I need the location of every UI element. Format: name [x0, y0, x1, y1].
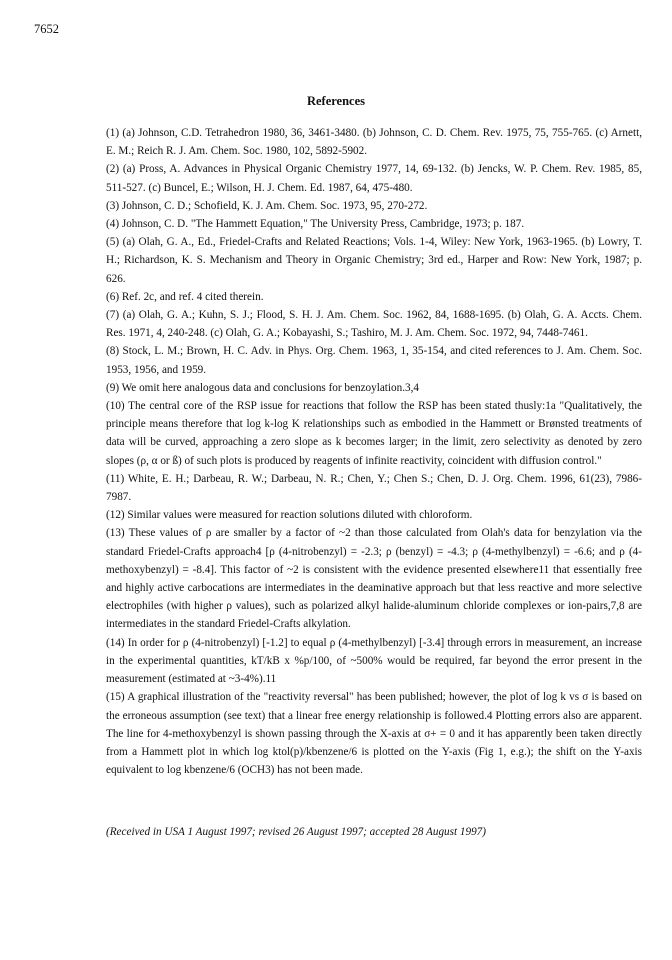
reference-10: (10) The central core of the RSP issue for reactions that follow the RSP has been stated thusly:1a "Qualitatively, the principle means therefore that log k-log K relationships such as embodied in the Hammett or Brønsted treatments of data will be curved, approaching a zero slope as k becomes larger; in the limit, zero selectivity as denoted by zero slopes (ρ, α or ß) of such plots is produced by reagents of infinite reactivity, coincident with diffusion control."	[106, 400, 642, 467]
reference-7: (7) (a) Olah, G. A.; Kuhn, S. J.; Flood, S. H. J. Am. Chem. Soc. 1962, 84, 1688-1695. (b) Olah, G. A. Accts. Chem. Res. 1971, 4, 240-248. (c) Olah, G. A.; Kobayashi, S.; Tashiro, M. J. Am. Chem. Soc. 1972, 94, 7448-7461.	[106, 309, 642, 340]
reference-2: (2) (a) Pross, A. Advances in Physical Organic Chemistry 1977, 14, 69-132. (b) Jencks, W. P. Chem. Rev. 1985, 85, 511-527. (c) Buncel, E.; Wilson, H. J. Chem. Ed. 1987, 64, 475-480.	[106, 163, 642, 194]
received-dateline: (Received in USA 1 August 1997; revised 26 August 1997; accepted 28 August 1997)	[106, 826, 486, 838]
reference-3: (3) Johnson, C. D.; Schofield, K. J. Am. Chem. Soc. 1973, 95, 270-272.	[106, 199, 428, 212]
reference-4: (4) Johnson, C. D. "The Hammett Equation," The University Press, Cambridge, 1973; p. 187.	[106, 218, 525, 231]
reference-13: (13) These values of ρ are smaller by a factor of ~2 than those calculated from Olah's data for benzylation via the standard Friedel-Crafts approach4 [ρ (4-nitrobenzyl) = -2.3; ρ (benzyl) = -4.3; ρ (4-methylbenzyl) = -6.6; and ρ (4-methoxybenzyl) = -8.4]. This factor of ~2 is consistent with the evidence presented elsewhere11 that essentially free and highly active carbocations are intermediates in the deaminative approach but that less reactive and more selective electrophiles (with higher ρ values), such as polarized alkyl halide-aluminum chloride complexes or ion-pairs,7,8 are intermediates in the standard Friedel-Crafts alkylation.	[106, 527, 642, 631]
references-heading: References	[306, 94, 366, 108]
page-number: 7652	[34, 22, 59, 36]
reference-8: (8) Stock, L. M.; Brown, H. C. Adv. in Phys. Org. Chem. 1963, 1, 35-154, and cited references to J. Am. Chem. Soc. 1953, 1956, and 1959.	[106, 345, 642, 376]
references-list	[106, 124, 642, 779]
reference-12: (12) Similar values were measured for reaction solutions diluted with chloroform.	[106, 509, 473, 522]
reference-14: (14) In order for ρ (4-nitrobenzyl) [-1.2] to equal ρ (4-methylbenzyl) [-3.4] through errors in measurement, an increase in the experimental quantities, kT/kB x %p/100, of ~500% would be required, far beyond the error present in the measurement (estimated at ~3-4%).11	[106, 636, 642, 686]
reference-5: (5) (a) Olah, G. A., Ed., Friedel-Crafts and Related Reactions; Vols. 1-4, Wiley: New York, 1963-1965. (b) Lowry, T. H.; Richardson, K. S. Mechanism and Theory in Organic Chemistry; 3rd ed., Harper and Row: New York, 1987; p. 626.	[106, 236, 642, 285]
reference-15: (15) A graphical illustration of the "reactivity reversal" has been published; however, the plot of log k vs σ is based on the erroneous assumption (see text) that a linear free energy relationship is followed.4 Plotting errors also are apparent. The line for 4-methoxybenzyl is shown passing through the X-axis at σ+ = 0 and it has apparently been taken directly from a Hammett plot in which log ktol(p)/kbenzene/6 is plotted on the Y-axis (Fig 1, e.g.); the shift on the Y-axis equivalent to log kbenzene/6 (OCH3) has not been made.	[106, 691, 642, 777]
reference-6: (6) Ref. 2c, and ref. 4 cited therein.	[106, 290, 264, 303]
reference-11: (11) White, E. H.; Darbeau, R. W.; Darbeau, N. R.; Chen, Y.; Chen S.; Chen, D. J. Org. Chem. 1996, 61(23), 7986-7987.	[106, 472, 642, 504]
reference-9: (9) We omit here analogous data and conclusions for benzoylation.3,4	[106, 381, 419, 394]
reference-1: (1) (a) Johnson, C.D. Tetrahedron 1980, 36, 3461-3480. (b) Johnson, C. D. Chem. Rev. 1975, 75, 755-765. (c) Arnett, E. M.; Reich R. J. Am. Chem. Soc. 1980, 102, 5892-5902.	[106, 127, 642, 158]
